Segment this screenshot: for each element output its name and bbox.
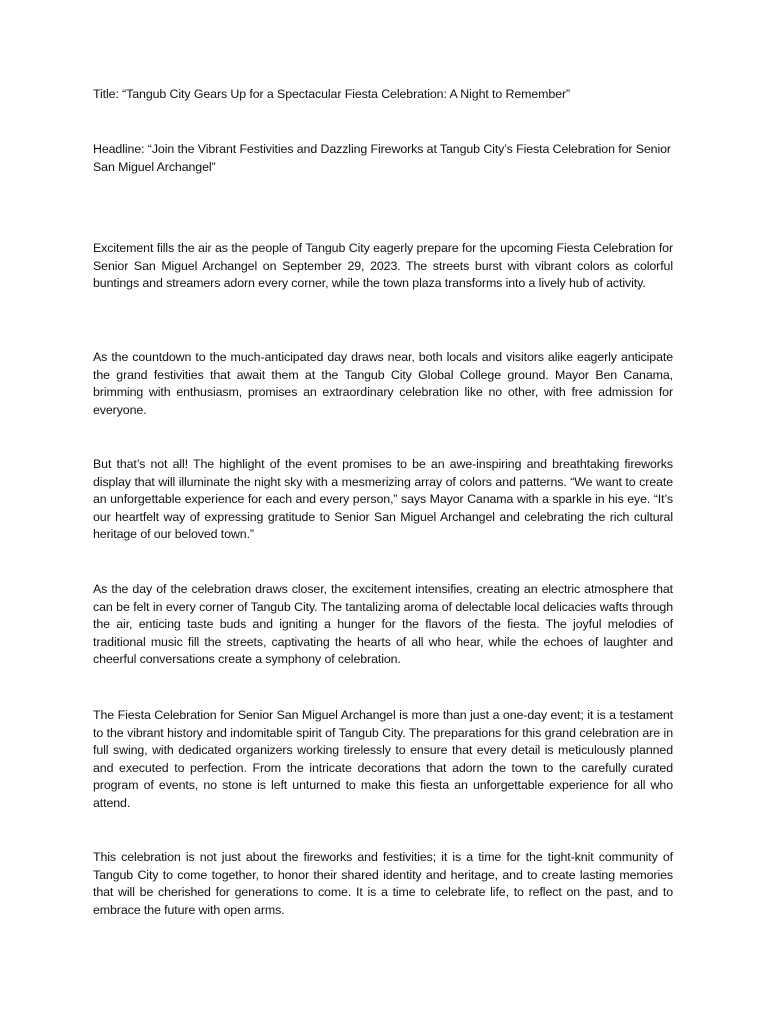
body-paragraph-1: Excitement fills the air as the people of Tangub City eagerly prepare for the upcoming Fiesta Celebration for Senior San Miguel Archangel on September 29, 2023. The streets burst with vibrant colors as colorful buntings and streamers adorn every corner, while the town plaza transforms into a lively hub of activity.: [93, 241, 673, 291]
document-page: [93, 0, 673, 1024]
body-paragraph-3: But that’s not all! The highlight of the event promises to be an awe-inspiring and breathtaking fireworks display that will illuminate the night sky with a mesmerizing array of colors and patterns. “We want to create an unforgettable experience for each and every person,” says Mayor Canama with a sparkle in his eye. “It’s our heartfelt way of expressing gratitude to Senior San Miguel Archangel and celebrating the rich cultural heritage of our beloved town.”: [93, 457, 673, 542]
body-paragraph-2: As the countdown to the much-anticipated day draws near, both locals and visitors alike eagerly anticipate the grand festivities that await them at the Tangub City Global College ground. Mayor Ben Canama, brimming with enthusiasm, promises an extraordinary celebration like no other, with free admission for everyone.: [93, 350, 673, 417]
body-paragraph-6: This celebration is not just about the fireworks and festivities; it is a time for the tight-knit community of Tangub City to come together, to honor their shared identity and heritage, and to create lasting memories that will be cherished for generations to come. It is a time to celebrate life, to reflect on the past, and to embrace the future with open arms.: [93, 850, 673, 917]
body-paragraph-5: The Fiesta Celebration for Senior San Miguel Archangel is more than just a one-day event; it is a testament to the vibrant history and indomitable spirit of Tangub City. The preparations for this grand celebration are in full swing, with dedicated organizers working tirelessly to ensure that every detail is meticulously planned and executed to perfection. From the intricate decorations that adorn the town to the carefully curated program of events, no stone is left unturned to make this fiesta an unforgettable experience for all who attend.: [93, 708, 673, 810]
body-paragraph-4: As the day of the celebration draws closer, the excitement intensifies, creating an electric atmosphere that can be felt in every corner of Tangub City. The tantalizing aroma of delectable local delicacies wafts through the air, enticing taste buds and igniting a hunger for the flavors of the fiesta. The joyful melodies of traditional music fill the streets, captivating the hearts of all who hear, while the echoes of laughter and cheerful conversations create a symphony of celebration.: [93, 582, 673, 667]
article-title: Title: “Tangub City Gears Up for a Spectacular Fiesta Celebration: A Night to Remember”: [93, 87, 571, 101]
article-headline: Headline: “Join the Vibrant Festivities and Dazzling Fireworks at Tangub City’s Fiesta Celebration for Senior San Miguel Archangel”: [93, 142, 671, 174]
